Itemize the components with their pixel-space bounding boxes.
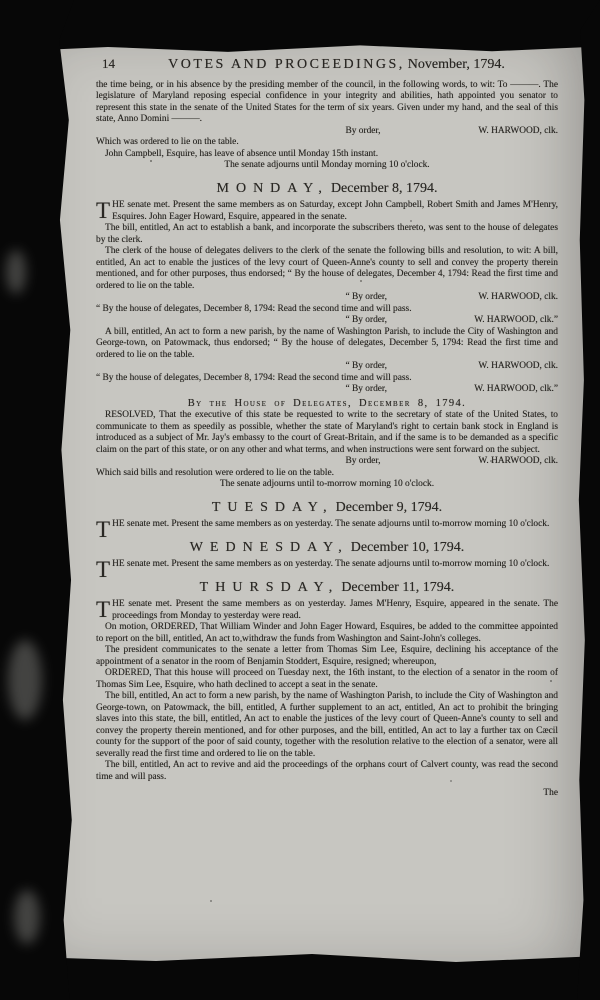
- drop-cap-initial: T: [96, 597, 111, 622]
- endorsement-line: “ By the house of delegates, December 8, 1794: Read the second time and will pass.: [96, 303, 412, 314]
- adjournment-line: The senate adjourns until Monday morning 10 o'clock.: [224, 160, 430, 170]
- paragraph: The president communicates to the senate a letter from Thomas Sim Lee, Esquire, declining his acceptance of the appointment of a senator in the room of Benjamin Stoddert, Esquire, resigned; whereupon,: [96, 645, 558, 667]
- day-date: December 9, 1794.: [335, 499, 443, 515]
- day-heading-tuesday: [96, 499, 558, 515]
- day-heading-monday: [96, 180, 558, 196]
- clerk-signature: W. HARWOOD, clk.: [478, 292, 558, 302]
- drop-cap-initial: T: [96, 517, 111, 542]
- paragraph-text: HE senate met. Present the same members as on Saturday, except John Campbell, Robert Smith and James M'Henry, Esquires. John Eager Howard, Esquire, appeared in the senate.: [112, 200, 558, 222]
- drop-cap-initial: T: [96, 198, 111, 223]
- attribution-line: [96, 126, 558, 138]
- day-date: December 11, 1794.: [341, 579, 455, 595]
- senate-met-paragraph: [96, 557, 558, 582]
- house-of-delegates-heading: By the House of Delegates, December 8, 1794.: [187, 397, 467, 409]
- day-date: December 8, 1794.: [330, 180, 438, 196]
- drop-cap-initial: T: [96, 557, 111, 582]
- paragraph: A bill, entitled, An act to form a new parish, by the name of Washington Parish, to include the City of Washington and George-town, on Patowmack, thus endorsed; “ By the house of delegates, December 5, 1794: Read the first time and ordered to lie on the table.: [96, 326, 558, 360]
- scan-border-left: [0, 0, 74, 1000]
- by-order-label: By order,: [345, 125, 381, 136]
- day-name: WEDNESDAY,: [189, 539, 349, 555]
- senate-met-paragraph: [96, 599, 558, 622]
- attribution-line: [96, 361, 558, 373]
- ordered-to-lie-line: Which said bills and resolution were ordered to lie on the table.: [96, 467, 334, 478]
- paragraph: The bill, entitled, An act to revive and aid the proceedings of the orphans court of Calvert county, was read the second time and will pass.: [96, 760, 558, 782]
- scan-artifact-blotch: [8, 640, 42, 720]
- paragraph-text: HE senate met. Present the same members as on yesterday. The senate adjourns until to-morrow morning 10 o'clock.: [112, 519, 550, 529]
- paragraph-text: HE senate met. Present the same members as on yesterday. The senate adjourns until to-morrow morning 10 o'clock.: [112, 559, 550, 569]
- day-name: MONDAY,: [216, 180, 329, 196]
- clerk-signature: W. HARWOOD, clk.”: [474, 384, 558, 394]
- clerk-signature: W. HARWOOD, clk.”: [474, 315, 558, 325]
- document-page: [96, 58, 558, 800]
- paragraph-continuation: the time being, or in his absence by the presiding member of the council, in the following words, to wit: To ———. The legislature of Maryland reposing especial confidence in your integrity and abilities, hath appointed you senator to represent this state in the senate of the United States for the term of six years. Given under my hand, and the seal of this state, Anno Domini ———.: [96, 79, 558, 124]
- day-date: December 10, 1794.: [350, 539, 465, 555]
- resolution-paragraph: RESOLVED, That the executive of this state be requested to write to the secretary of state of the United States, to communicate to them as speedily as possible, whether the state of Maryland's right to certain bank stock in England is introduced as a subject of Mr. Jay's embassy to the court of Great-Britain, and if the same is to be demanded as a specific claim on the part of this state, or on any other and what terms, and when instructions were sent forward on the subject.: [96, 410, 558, 455]
- by-order-label: “ By order,: [345, 292, 388, 302]
- page-title-date: November, 1794.: [407, 57, 505, 72]
- scan-noise: [150, 160, 152, 162]
- paragraph: The bill, entitled, An act to establish a bank, and incorporate the subscribers thereto, was sent to the house of delegates by the clerk.: [96, 223, 558, 245]
- senate-met-paragraph: [96, 200, 558, 223]
- clerk-signature: W. HARWOOD, clk.: [478, 361, 558, 371]
- by-order-label: “ By order,: [345, 315, 388, 325]
- ordered-to-lie-line: Which was ordered to lie on the table.: [96, 137, 239, 147]
- attribution-line: [96, 292, 558, 304]
- adjournment-line: The senate adjourns until to-morrow morning 10 o'clock.: [219, 479, 435, 489]
- attribution-line: [96, 384, 558, 396]
- scan-border-bottom: [0, 950, 600, 1000]
- attribution-line: [96, 315, 558, 327]
- clerk-signature: W. HARWOOD, clk.: [478, 125, 558, 136]
- clerk-signature: W. HARWOOD, clk.: [478, 456, 558, 466]
- page-title-main: VOTES AND PROCEEDINGS,: [168, 57, 405, 72]
- leave-of-absence-line: John Campbell, Esquire, has leave of absence until Monday 15th instant.: [105, 148, 379, 159]
- day-heading-wednesday: [96, 539, 558, 555]
- scan-border-top: [0, 0, 600, 54]
- catchword: The: [543, 788, 558, 798]
- scan-artifact-blotch: [6, 250, 26, 294]
- day-name: TUESDAY,: [211, 499, 334, 515]
- by-order-label: “ By order,: [345, 384, 388, 394]
- scan-artifact-blotch: [14, 890, 40, 944]
- day-heading-thursday: [96, 579, 558, 595]
- page-header: [96, 58, 558, 71]
- page-number: 14: [102, 56, 115, 71]
- paragraph: The clerk of the house of delegates delivers to the clerk of the senate the following bills and resolution, to wit: A bill, entitled, An act to enable the justices of the levy court of Queen-Anne's county to sell and convey the property therein mentioned, and for other purposes, thus endorsed; “ By the house of delegates, December 4, 1794: Read the first time and ordered to lie on the table.: [96, 246, 558, 291]
- day-name: THURSDAY,: [199, 579, 340, 595]
- paragraph: On motion, ORDERED, That William Winder and John Eager Howard, Esquires, be added to the committee appointed to report on the bill, entitled, An act to withdraw the funds from Washington and Saint-John's colleges.: [96, 622, 558, 644]
- by-order-label: “ By order,: [345, 361, 388, 371]
- page-title: [168, 59, 505, 71]
- paragraph: The bill, entitled, An act to form a new parish, by the name of Washington Parish, to include the City of Washington and George-town, on Patowmack, the bill, entitled, A further supplement to an act, entitled, An act to prohibit the bringing slaves into this state, the bill, entitled, An act to enable the justices of the levy court of Queen-Anne's county to sell and convey the property therein mentioned, and for other purposes, and the bill, entitled, An act to lay a further tax on Cæcil county for the support of the poor of said county, together with the resolution relative to the election of a senator, were all severally read the first time and ordered to lie on the table.: [96, 691, 558, 759]
- senate-met-paragraph: [96, 517, 558, 542]
- scan-border-right: [577, 0, 600, 1000]
- endorsement-line: “ By the house of delegates, December 8, 1794: Read the second time and will pass.: [96, 372, 412, 383]
- paragraph-text: HE senate met. Present the same members as on yesterday. James M'Henry, Esquire, appeared in the senate. The proceedings from Monday to yesterday were read.: [112, 599, 558, 621]
- paragraph: ORDERED, That this house will proceed on Tuesday next, the 16th instant, to the election of a senator in the room of Thomas Sim Lee, Esquire, who hath declined to accept a seat in the senate.: [96, 668, 558, 690]
- attribution-line: [96, 456, 558, 468]
- by-order-label: By order,: [345, 456, 381, 466]
